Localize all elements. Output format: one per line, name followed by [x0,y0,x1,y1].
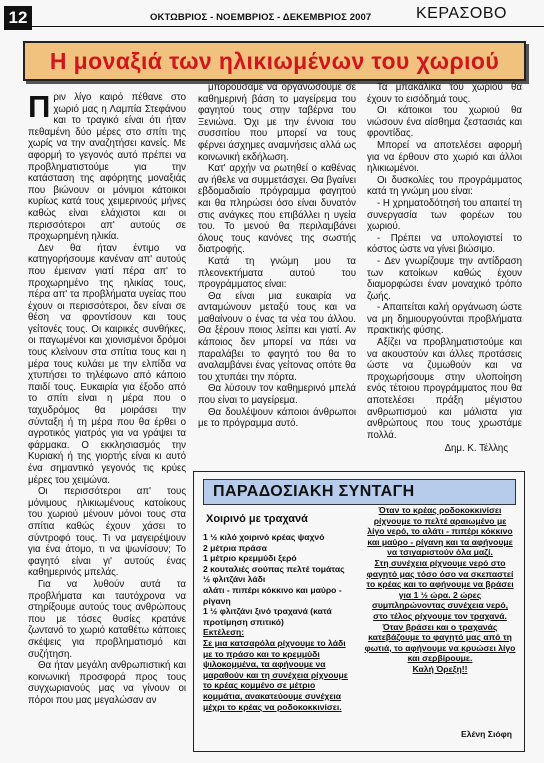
recipe-box [193,471,525,752]
paragraph-text: ριν λίγο καιρό πέθανε στο χωριό μας η Λαμπία Στεφάνου και το τραγικό είναι ότι ήταν πεθαμένη δύο μέρες στο σπίτι της χωρίς να την αναζητήσει κανείς. Με αφορμή το γεγονός αυτό πρέπει να προβληματιστούμε για την κατάσταση της αφόρητης μοναξιάς που βιώνουν οι μόνιμοι κάτοικοι κυρίως κατά τους χειμερινούς μήνες καθώς είναι ελάχιστοι και οι περισσότεροι απ' αυτούς σε προχωρημένη ηλικία. [28,92,186,243]
ingredient-item: 1 μέτριο κρεμμύδι ξερό [203,553,297,564]
article-column-2 [198,82,356,430]
article-paragraph: Οι περισσότεροι απ' τους μόνιμους ηλικιωμένους κατοίκους του χωριού μένουν μόνοι τους στα σπίτια καθώς έχουν χάσει το σύντροφό τους. Τι να μαγειρέψουν για ένα άτομο, τι να ψωνίσουν; Το φαγητό είναι γι' αυτούς ένας καθημερινός μπελάς. [28,486,186,579]
article-paragraph: Θα ήταν μεγάλη ανθρωπιστική και κοινωνική προσφορά προς τους συγχωριανούς μας να γίνουν οι πόροι που μας μεγαλώσαν αν [28,660,186,706]
article-paragraph [28,89,186,243]
article-paragraph: Οι δυσκολίες του προγράμματος κατά τη γνώμη μου είναι: [367,174,522,198]
article-paragraph: Μπορεί να αποτελέσει αφορμή για να έρθουν στο χωριό και άλλοι ηλικιωμένοι. [367,139,522,175]
article-paragraph: Κατά τη γνώμη μου τα πλεονεκτήματα αυτού του προγράμματος είναι: [198,255,356,291]
recipe-ingredients [203,532,353,712]
article-paragraph: - Απαιτείται καλή οργάνωση ώστε να μη δημιουργούνται προβλήματα πρακτικής φύσης. [367,302,522,337]
recipe-step: Στη συνέχεια ρίχνουμε νερό στο φαγητό μας τόσο όσο να σκεπαστεί το κρέας και το αφήνουμε να βράσει για 1 ½ ώρα. 2 ώρες συμπληρώνοντας συνέχεια νερό, στο τέλος ρίχνουμε τον τραχανά. [366,557,514,621]
article-column-3 [367,82,522,455]
article-title-box [23,41,526,81]
recipe-heading: ΠΑΡΑΔΟΣΙΑΚΗ ΣΥΝΤΑΓΗ [203,479,516,505]
article-title: Η μοναξιά των ηλικιωμένων του χωριού [49,48,500,74]
recipe-dish-title: Χοιρινό με τραχανά [206,513,308,525]
ingredient-item: 1 ½ κιλό χοιρινό κρέας ψαχνό [203,532,325,542]
drop-cap: Π [28,89,51,124]
ingredient-item: ½ φλιτζάνι λάδι [203,574,266,585]
article-paragraph: Δεν θα ήταν έντιμο να κατηγορήσουμε κανέναν απ' αυτούς που έμειναν γιατί πέρα απ' το προχωρημένο της ηλικίας τους, πέρα απ' τα προβλήματα υγείας που έχουν οι περισσότεροι, δεν είναι σε θέση να φροντίσουν και τους γείτονές τους. Οι καιρικές συνθήκες, οι παγωμένοι και χιονισμένοι δρόμοι τους κλείνουν στα σπίτια τους και η μέρα τους κυλάει με την ελπίδα να χτυπήσει το τηλέφωνο από κάποιο παιδί τους. Ευκαιρία για έξοδο από το σπίτι είναι η μέρα που ο ταχυδρόμος θα μοιράσει την σύνταξη ή τη μέρα που θα έρθει ο αγροτικός γιατρός για να γράψει τα φάρμακα. Ο εκκλησιασμός την Κυριακή ή της γιορτής είναι κι αυτό ένα σημαντικό γεγονός τις κρύες μέρες του χειμώνα. [28,242,186,486]
article-paragraph: Οι κάτοικοι του χωριού θα νιώσουν ένα αίσθημα ζεστασιάς και φροντίδας. [367,105,522,140]
ingredient-item: 2 μέτρια πράσα [203,542,267,553]
article-paragraph: - Η χρηματοδότησή του απαιτεί τη συνεργασία των φορέων του χωριού. [367,197,522,233]
recipe-closing: Καλή Όρεξη!! [412,663,468,674]
article-paragraph: - Πρέπει να υπολογιστεί το κόστος ώστε να γίνει βιώσιμο. [367,232,522,256]
recipe-step: Όταν το κρέας ροδοκοκκινίσει ρίχνουμε το πελτέ αραιωμένο με λίγο νερό, το αλάτι - πιπέρι κόκκινο και μαύρο - ρίγανη και τα αφήνουμε να τσιγαριστούν όλα μαζί. [367,505,513,558]
article-paragraph: Θα δουλέψουν κάποιοι άνθρωποι με το πρόγραμμα αυτό. [198,406,356,430]
recipe-steps [364,505,516,675]
page-header [0,0,544,34]
execution-label: Εκτέλεση: [203,627,245,638]
article-paragraph: - Δεν γνωρίζουμε την αντίδραση των κατοίκων καθώς έχουν διαμορφώσει έναν μοναχικό τρόπο ζωής. [367,255,522,302]
article-paragraph: Θα είναι μια ευκαιρία να ανταμώνουν μεταξύ τους και να μαθαίνουν ο ένας τα νέα του άλλου. Θα ξέρουν ποιος λείπει και γιατί. Αν κάποιος δεν μπορεί να πάει να παραλάβει το φαγητό του θα το αναλαμβάνει ένας γείτονας οπότε θα του χτυπάει την πόρτα. [198,290,356,383]
publication-name: ΚΕΡΑΣΟΒΟ [416,5,507,22]
ingredient-item: 2 κουταλιές σούπας πελτέ τομάτας [203,563,345,574]
recipe-step: Σε μια κατσαρόλα ρίχνουμε το λάδι με το πράσο και το κρεμμύδι ψιλοκομμένα, τα αφήνουμε να μαραθούν και τη συνέχεια ρίχνουμε το κρέας κομμένο σε μέτριο κομμάτια, ανακατεύουμε συνέχεια μέχρι το κρέας να ροδοκοκκινίσει. [203,637,348,712]
issue-date: ΟΚΤΩΒΡΙΟΣ - ΝΟΕΜΒΡΙΟΣ - ΔΕΚΕΜΒΡΙΟΣ 2007 [150,12,372,23]
article-paragraph: Κατ' αρχήν να ρωτηθεί ο καθένας αν ήθελε να συμμετάσχει. Θα βγαίνει εβδομαδιαίο πρόγραμμα φαγητού και θα πληρώσει όσο είναι δυνατόν στις ανάγκες που επιβάλλει η υγεία του. Το μενού θα περιλαμβάνει όλους τους κανόνες της σωστής διατροφής. [198,163,356,256]
article-paragraph: Αξίζει να προβληματιστούμε και να ακουστούν και άλλες προτάσεις ώστε να ζυμωθούν και να προχωρήσουμε στην υλοποίηση ενός τέτοιου προγράμματος που θα αποτελέσει πράξη μέγιστου ανθρωπισμού και μάλιστα για ανθρώπους που τους χρωστάμε πολλά. [367,337,522,441]
ingredient-item: αλάτι - πιπέρι κόκκινο και μαύρο - ρίγανη [203,584,342,606]
page-number: 12 [4,6,32,30]
article-paragraph: Για να λυθούν αυτά τα προβλήματα και ταυτόχρονα να στηρίξουμε αυτούς τους ανθρώπους που με τόσες θυσίες κρατάνε ζωντανό το χωριό καταθέτω κάποιες σκέψεις για προβληματισμό και συζήτηση. [28,578,186,660]
header-rule [32,26,544,27]
article-paragraph: Θα λύσουν τον καθημερινό μπελά που είναι το μαγείρεμα. [198,383,356,407]
article-signature: Δημ. Κ. Τέλλης [444,443,508,455]
article-paragraph: Τα μπακάλικα του χωριού θα έχουν το εισόδημά τους. [367,82,522,105]
article-paragraph: μπορούσαμε να οργανώσουμε σε καθημερινή βάση το μαγείρεμα του φαγητού τους στην ταβέρνα του Ξενιώνα. Όχι με την έννοια του συσσιτίου που μπορεί να τους φέρνει άσχημες αναμνήσεις αλλά ως κοινωνική εκδήλωση. [198,82,356,163]
recipe-signature: Ελένη Σιόφη [461,729,512,739]
ingredient-item: 1 ½ φλιτζάνι ξινό τραχανά (κατά προτίμηση σπιτικό) [203,606,332,627]
article-column-1 [28,89,186,706]
recipe-step: Όταν βράσει και ο τραχανάς κατεβάζουμε το φαγητό μας από τη φωτιά, το αφήνουμε να κρυώσει λίγο και σερβίρουμε. [364,621,516,664]
